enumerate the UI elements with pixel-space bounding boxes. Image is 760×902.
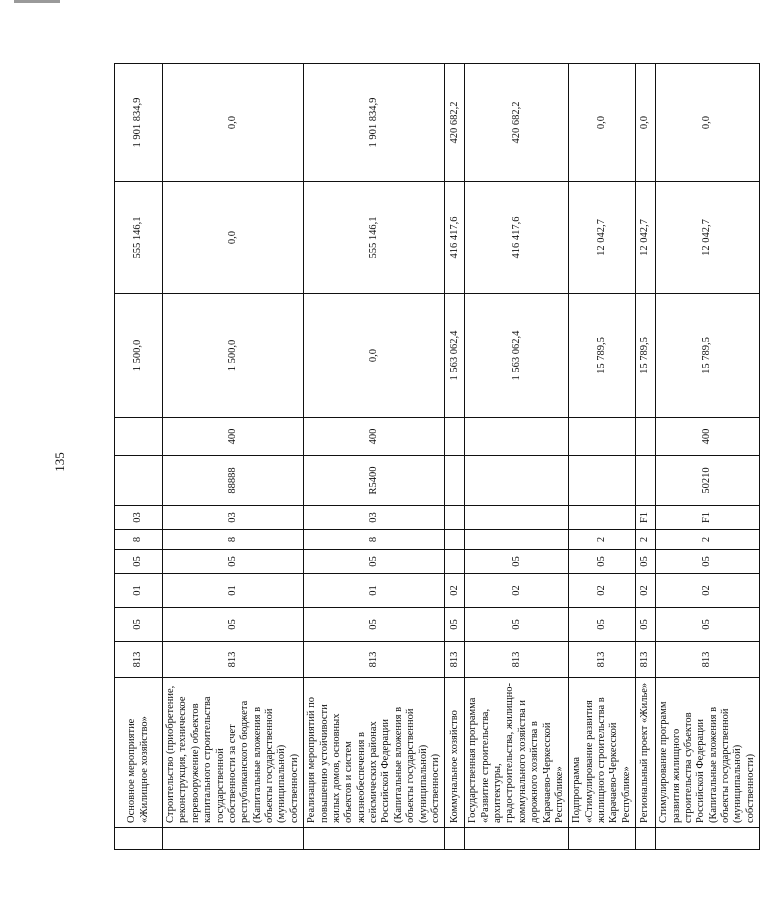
row-name: Стимулирование программ развития жилищного строительства субъектов Российской Федерации (Капитальные вложения в объекты государственной (муниципальной) собственности) [656, 678, 760, 828]
target-article-code: 50210 [656, 456, 760, 506]
ministry-code: 813 [656, 642, 760, 678]
cut-column-cell [656, 828, 760, 850]
cut-column-cell [465, 828, 569, 850]
row-name: Подпрограмма «Стимулирование развития жилищного строительства в Карачаево-Черкесской Республике» [569, 678, 636, 828]
row-name: Реализация мероприятий по повышению устойчивости жилых домов, основных объектов и систем жизнеобеспечения в сейсмических районах Российской Федерации (Капитальные вложения в объекты государственной (муниципальной) собственности) [304, 678, 445, 828]
rotated-table-area [114, 64, 756, 850]
amount-1: 15 789,5 [569, 294, 636, 418]
ministry-code: 813 [636, 642, 656, 678]
section-code: 05 [636, 608, 656, 642]
ministry-code: 813 [163, 642, 304, 678]
amount-3: 420 682,2 [465, 64, 569, 182]
program-code: 05 [569, 550, 636, 574]
table-row [445, 64, 465, 850]
amount-1: 1 563 062,4 [465, 294, 569, 418]
direction-code [569, 506, 636, 530]
subsection-code: 02 [465, 574, 569, 608]
amount-2: 0,0 [163, 182, 304, 294]
table-row [636, 64, 656, 850]
target-article-code [569, 456, 636, 506]
expense-type-code [445, 418, 465, 456]
program-code: 05 [304, 550, 445, 574]
section-code: 05 [569, 608, 636, 642]
amount-1: 15 789,5 [656, 294, 760, 418]
target-article-code [636, 456, 656, 506]
amount-3: 1 901 834,9 [115, 64, 163, 182]
subprogram-code [465, 530, 569, 550]
amount-2: 416 417,6 [445, 182, 465, 294]
row-name: Основное мероприятие «Жилищное хозяйство» [115, 678, 163, 828]
row-name: Региональный проект «Жилье» [636, 678, 656, 828]
amount-1: 0,0 [304, 294, 445, 418]
subprogram-code: 8 [115, 530, 163, 550]
cut-column-cell [569, 828, 636, 850]
amount-2: 12 042,7 [569, 182, 636, 294]
table-stage [114, 64, 756, 850]
subsection-code: 01 [163, 574, 304, 608]
expense-type-code: 400 [656, 418, 760, 456]
table-row [163, 64, 304, 850]
target-article-code [115, 456, 163, 506]
amount-2: 416 417,6 [465, 182, 569, 294]
direction-code [465, 506, 569, 530]
expense-type-code: 400 [163, 418, 304, 456]
row-name: Строительство (приобретение, реконструкция, техническое перевооружение) объектов капитального строительства государственной собственности за счет республиканского бюджета (Капитальные вложения в объекты государственной (муниципальной) собственности) [163, 678, 304, 828]
program-code: 05 [163, 550, 304, 574]
table-row [569, 64, 636, 850]
section-code: 05 [163, 608, 304, 642]
amount-3: 420 682,2 [445, 64, 465, 182]
subsection-code: 02 [445, 574, 465, 608]
table-row [656, 64, 760, 850]
section-code: 05 [445, 608, 465, 642]
page-number: 135 [52, 452, 67, 472]
program-code: 05 [636, 550, 656, 574]
expense-type-code [465, 418, 569, 456]
amount-3: 0,0 [163, 64, 304, 182]
amount-2: 555 146,1 [304, 182, 445, 294]
target-article-code [445, 456, 465, 506]
table-row [115, 64, 163, 850]
expense-type-code [115, 418, 163, 456]
row-name: Коммунальное хозяйство [445, 678, 465, 828]
ministry-code: 813 [115, 642, 163, 678]
program-code [445, 550, 465, 574]
target-article-code: R5400 [304, 456, 445, 506]
subprogram-code: 2 [656, 530, 760, 550]
amount-2: 12 042,7 [656, 182, 760, 294]
row-name: Государственная программа «Развитие строительства, архитектуры, градостроительства, жилищно-коммунального хозяйства и дорожного хозяйства в Карачаево-Черкесской Республике» [465, 678, 569, 828]
expense-type-code: 400 [304, 418, 445, 456]
amount-2: 555 146,1 [115, 182, 163, 294]
program-code: 05 [115, 550, 163, 574]
cut-column-cell [636, 828, 656, 850]
direction-code: 03 [163, 506, 304, 530]
expense-type-code [636, 418, 656, 456]
subsection-code: 02 [656, 574, 760, 608]
subsection-code: 02 [569, 574, 636, 608]
ministry-code: 813 [569, 642, 636, 678]
table-row [465, 64, 569, 850]
program-code: 05 [656, 550, 760, 574]
amount-3: 0,0 [656, 64, 760, 182]
expense-type-code [569, 418, 636, 456]
subprogram-code: 2 [636, 530, 656, 550]
amount-3: 0,0 [636, 64, 656, 182]
direction-code: 03 [115, 506, 163, 530]
subprogram-code: 2 [569, 530, 636, 550]
target-article-code [465, 456, 569, 506]
cut-column-cell [163, 828, 304, 850]
direction-code: F1 [656, 506, 760, 530]
amount-1: 1 500,0 [163, 294, 304, 418]
subsection-code: 01 [115, 574, 163, 608]
section-code: 05 [115, 608, 163, 642]
subsection-code: 01 [304, 574, 445, 608]
table-row [304, 64, 445, 850]
subprogram-code: 8 [163, 530, 304, 550]
ministry-code: 813 [304, 642, 445, 678]
amount-3: 0,0 [569, 64, 636, 182]
section-code: 05 [304, 608, 445, 642]
budget-table [114, 63, 760, 850]
amount-2: 12 042,7 [636, 182, 656, 294]
table-body [115, 64, 760, 850]
amount-1: 1 500,0 [115, 294, 163, 418]
direction-code: 03 [304, 506, 445, 530]
direction-code [445, 506, 465, 530]
amount-1: 1 563 062,4 [445, 294, 465, 418]
subprogram-code: 8 [304, 530, 445, 550]
target-article-code: 88888 [163, 456, 304, 506]
section-code: 05 [656, 608, 760, 642]
cut-column-cell [115, 828, 163, 850]
scan-corner-mark [14, 0, 60, 3]
section-code: 05 [465, 608, 569, 642]
ministry-code: 813 [445, 642, 465, 678]
subprogram-code [445, 530, 465, 550]
subsection-code: 02 [636, 574, 656, 608]
cut-column-cell [304, 828, 445, 850]
direction-code: F1 [636, 506, 656, 530]
ministry-code: 813 [465, 642, 569, 678]
cut-column-cell [445, 828, 465, 850]
amount-3: 1 901 834,9 [304, 64, 445, 182]
amount-1: 15 789,5 [636, 294, 656, 418]
program-code: 05 [465, 550, 569, 574]
